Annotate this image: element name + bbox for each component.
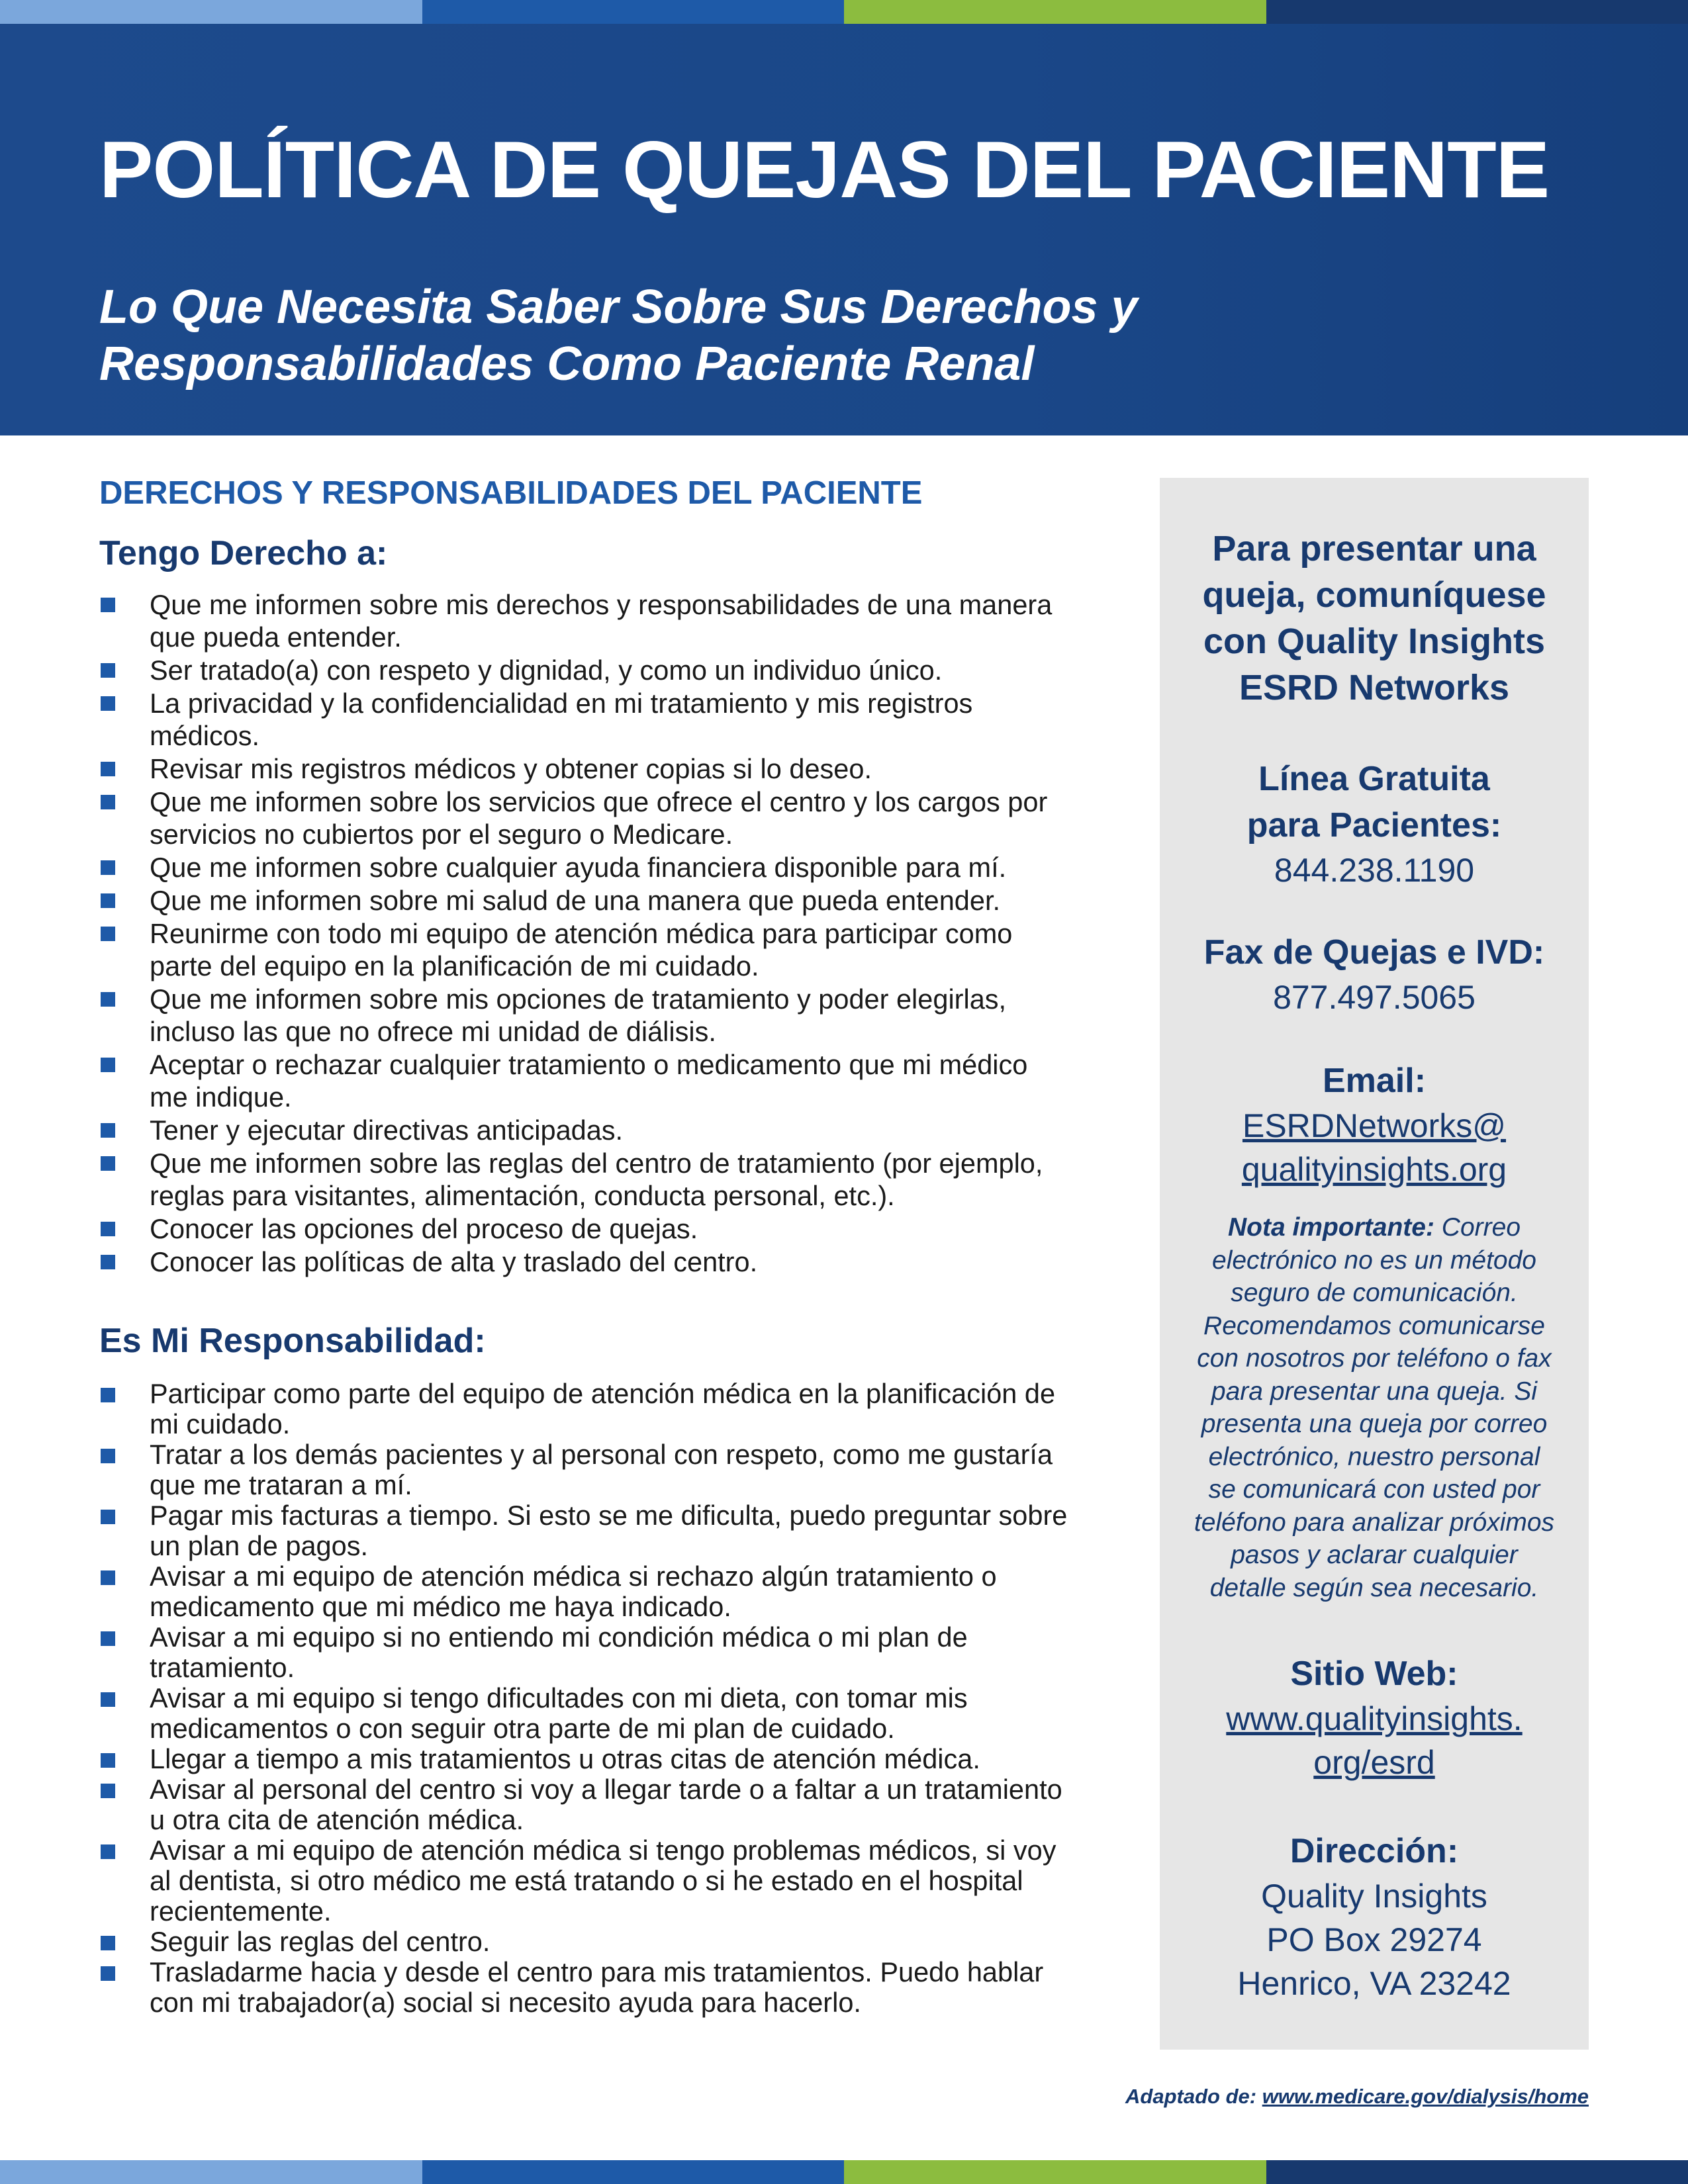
responsibilities-list (99, 1379, 1119, 2018)
list-item-line: Que me informen sobre mi salud de una manera que pueda entender. (150, 885, 1001, 916)
list-item-line: Reunirme con todo mi equipo de atención médica para participar como (150, 918, 1013, 949)
note-line: Recomendamos comunicarse (1203, 1311, 1545, 1340)
list-item (99, 917, 1119, 982)
list-item-line: mi cuidado. (150, 1408, 291, 1439)
email-block (1160, 1058, 1589, 1191)
note-line: detalle según sea necesario. (1209, 1573, 1539, 1602)
list-item (99, 1744, 1119, 1774)
square-bullet-icon (101, 1753, 115, 1768)
phone-number: 844.238.1190 (1274, 852, 1475, 889)
website-link[interactable]: www.qualityinsights. (1226, 1700, 1523, 1737)
contact-intro-line: Para presentar una (1212, 529, 1536, 569)
list-item (99, 983, 1119, 1048)
note-text: Correo (1434, 1213, 1521, 1242)
list-item-line: Conocer las políticas de alta y traslado del centro. (150, 1246, 758, 1277)
square-bullet-icon (101, 1255, 115, 1269)
list-item-line: Trasladarme hacia y desde el centro para mis tratamientos. Puedo hablar (150, 1956, 1044, 1987)
note-line: se comunicará con usted por (1208, 1475, 1540, 1504)
list-item (99, 1147, 1119, 1212)
list-item (99, 1379, 1119, 1439)
note-line: electrónico, nuestro personal (1208, 1442, 1540, 1471)
square-bullet-icon (101, 1510, 115, 1524)
list-item (99, 1500, 1119, 1561)
square-bullet-icon (101, 1631, 115, 1646)
responsibilities-heading: Es Mi Responsabilidad: (99, 1322, 486, 1360)
list-item-line: que pueda entender. (150, 621, 402, 653)
stripe-segment-blue (422, 2160, 845, 2184)
list-item-line: Avisar a mi equipo si tengo dificultades con mi dieta, con tomar mis (150, 1682, 968, 1713)
stripe-segment-navy (1266, 2160, 1688, 2184)
stripe-segment-green (844, 0, 1266, 24)
list-item-line: reglas para visitantes, alimentación, conducta personal, etc.). (150, 1180, 895, 1211)
rights-responsibilities-column (99, 473, 1119, 2018)
square-bullet-icon (101, 1156, 115, 1171)
stripe-segment-green (844, 2160, 1266, 2184)
square-bullet-icon (101, 1966, 115, 1981)
list-item (99, 1048, 1119, 1113)
list-item (99, 752, 1119, 785)
list-item-line: Tener y ejecutar directivas anticipadas. (150, 1115, 624, 1146)
list-item-line: Avisar a mi equipo de atención médica si tengo problemas médicos, si voy (150, 1835, 1056, 1866)
note-line: presenta una queja por correo (1201, 1410, 1548, 1438)
list-item (99, 786, 1119, 850)
list-item (99, 1561, 1119, 1622)
list-item-line: Avisar al personal del centro si voy a llegar tarde o a faltar a un tratamiento (150, 1774, 1062, 1805)
top-color-stripe (0, 0, 1688, 24)
list-item-line: Llegar a tiempo a mis tratamientos u otras citas de atención médica. (150, 1743, 980, 1774)
list-item-line: Avisar a mi equipo de atención médica si rechazo algún tratamiento o (150, 1561, 997, 1592)
list-item-line: Pagar mis facturas a tiempo. Si esto se me dificulta, puedo preguntar sobre (150, 1500, 1068, 1531)
list-item-line: Que me informen sobre las reglas del centro de tratamiento (por ejemplo, (150, 1148, 1043, 1179)
note-line: para presentar una queja. Si (1211, 1377, 1538, 1406)
rights-list (99, 588, 1119, 1278)
website-label: Sitio Web: (1290, 1655, 1458, 1693)
list-item (99, 1114, 1119, 1146)
contact-intro-line: ESRD Networks (1239, 668, 1510, 707)
square-bullet-icon (101, 1222, 115, 1236)
square-bullet-icon (101, 1570, 115, 1585)
phone-label: para Pacientes: (1246, 806, 1502, 844)
list-item-line: medicamentos o con seguir otra parte de mi plan de cuidado. (150, 1713, 895, 1744)
email-link[interactable]: qualityinsights.org (1241, 1151, 1507, 1188)
square-bullet-icon (101, 1784, 115, 1798)
square-bullet-icon (101, 1936, 115, 1950)
contact-intro (1160, 525, 1589, 711)
list-item-line: Avisar a mi equipo si no entiendo mi condición médica o mi plan de (150, 1621, 968, 1653)
list-item-line: servicios no cubiertos por el seguro o Medicare. (150, 819, 733, 850)
credit-link[interactable]: www.medicare.gov/dialysis/home (1262, 2085, 1589, 2108)
square-bullet-icon (101, 1058, 115, 1072)
list-item (99, 687, 1119, 752)
note-line: electrónico no es un método (1212, 1246, 1536, 1275)
square-bullet-icon (101, 762, 115, 776)
list-item-line: Revisar mis registros médicos y obtener copias si lo deseo. (150, 753, 872, 784)
fax-block (1160, 929, 1589, 1019)
stripe-segment-navy (1266, 0, 1688, 24)
list-item-line: Aceptar o rechazar cualquier tratamiento o medicamento que mi médico (150, 1049, 1028, 1080)
list-item (99, 1774, 1119, 1835)
note-lead: Nota importante: (1227, 1213, 1434, 1242)
list-item (99, 1212, 1119, 1245)
list-item-line: con mi trabajador(a) social si necesito ayuda para hacerlo. (150, 1987, 861, 2018)
square-bullet-icon (101, 795, 115, 809)
email-label: Email: (1322, 1062, 1427, 1100)
email-link[interactable]: ESRDNetworks@ (1242, 1107, 1507, 1144)
list-item-line: Participar como parte del equipo de atención médica en la planificación de (150, 1378, 1056, 1409)
list-item-line: La privacidad y la confidencialidad en mi tratamiento y mis registros (150, 688, 973, 719)
list-item-line: Conocer las opciones del proceso de quejas. (150, 1213, 698, 1244)
list-item-line: Seguir las reglas del centro. (150, 1926, 491, 1957)
list-item (99, 654, 1119, 686)
address-label: Dirección: (1289, 1832, 1459, 1870)
list-item (99, 1683, 1119, 1744)
credit-label: Adaptado de: (1125, 2085, 1262, 2108)
footer-credit (1125, 2085, 1589, 2109)
phone-label: Línea Gratuita (1258, 760, 1490, 798)
contact-intro-line: con Quality Insights (1203, 621, 1546, 661)
square-bullet-icon (101, 663, 115, 678)
list-item-line: me indique. (150, 1081, 292, 1113)
contact-sidebar (1160, 478, 1589, 2050)
stripe-segment-light-blue (0, 2160, 422, 2184)
website-block (1160, 1651, 1589, 1784)
list-item (99, 884, 1119, 917)
website-link[interactable]: org/esrd (1313, 1744, 1435, 1781)
square-bullet-icon (101, 696, 115, 711)
square-bullet-icon (101, 992, 115, 1007)
fax-label: Fax de Quejas e IVD: (1203, 933, 1545, 972)
square-bullet-icon (101, 598, 115, 612)
list-item-line: Que me informen sobre los servicios que ofrece el centro y los cargos por (150, 786, 1048, 817)
list-item-line: tratamiento. (150, 1652, 295, 1683)
list-item-line: al dentista, si otro médico me está tratando o si he estado en el hospital (150, 1865, 1023, 1896)
square-bullet-icon (101, 860, 115, 875)
page-title: POLÍTICA DE QUEJAS DEL PACIENTE (99, 124, 1550, 214)
note-line (1180, 1211, 1569, 1244)
important-note (1160, 1211, 1589, 1604)
stripe-segment-light-blue (0, 0, 422, 24)
list-item (99, 1622, 1119, 1683)
list-item-line: parte del equipo en la planificación de mi cuidado. (150, 950, 759, 981)
list-item (99, 1957, 1119, 2018)
square-bullet-icon (101, 927, 115, 941)
note-line: con nosotros por teléfono o fax (1197, 1344, 1552, 1373)
address-line: PO Box 29274 (1266, 1921, 1482, 1958)
subtitle-line: Responsabilidades Como Paciente Renal (99, 338, 1035, 390)
list-item-line: Ser tratado(a) con respeto y dignidad, y como un individuo único. (150, 655, 943, 686)
note-line: teléfono para analizar próximos (1194, 1508, 1555, 1537)
list-item-line: u otra cita de atención médica. (150, 1804, 524, 1835)
list-item-line: un plan de pagos. (150, 1530, 368, 1561)
list-item-line: Que me informen sobre mis opciones de tratamiento y poder elegirlas, (150, 983, 1007, 1015)
address-line: Quality Insights (1261, 1878, 1487, 1915)
list-item (99, 851, 1119, 884)
list-item (99, 1835, 1119, 1927)
list-item-line: recientemente. (150, 1895, 332, 1927)
fax-number: 877.497.5065 (1273, 979, 1476, 1016)
contact-intro-line: queja, comuníquese (1202, 575, 1546, 615)
list-item-line: medicamento que mi médico me haya indicado. (150, 1591, 731, 1622)
address-block (1160, 1828, 1589, 2005)
list-item-line: Que me informen sobre mis derechos y responsabilidades de una manera (150, 589, 1053, 620)
subtitle-line: Lo Que Necesita Saber Sobre Sus Derechos y (99, 281, 1138, 334)
square-bullet-icon (101, 1388, 115, 1402)
note-line: pasos y aclarar cualquier (1231, 1541, 1518, 1569)
list-item (99, 588, 1119, 653)
square-bullet-icon (101, 1844, 115, 1859)
square-bullet-icon (101, 893, 115, 908)
list-item (99, 1927, 1119, 1957)
rights-heading: Tengo Derecho a: (99, 534, 388, 572)
note-line: seguro de comunicación. (1231, 1279, 1518, 1307)
list-item-line: Tratar a los demás pacientes y al personal con respeto, como me gustaría (150, 1439, 1053, 1470)
square-bullet-icon (101, 1449, 115, 1463)
list-item (99, 1439, 1119, 1500)
list-item-line: que me trataran a mí. (150, 1469, 412, 1500)
list-item-line: médicos. (150, 720, 260, 751)
list-item-line: Que me informen sobre cualquier ayuda financiera disponible para mí. (150, 852, 1007, 883)
page-subtitle (99, 279, 1138, 392)
address-line: Henrico, VA 23242 (1237, 1965, 1511, 2002)
section-heading: DERECHOS Y RESPONSABILIDADES DEL PACIENTE (99, 475, 923, 511)
bottom-color-stripe (0, 2160, 1688, 2184)
header-banner (0, 24, 1688, 435)
phone-block (1160, 756, 1589, 892)
list-item-line: incluso las que no ofrece mi unidad de diálisis. (150, 1016, 716, 1047)
square-bullet-icon (101, 1692, 115, 1707)
stripe-segment-blue (422, 0, 845, 24)
square-bullet-icon (101, 1123, 115, 1138)
list-item (99, 1246, 1119, 1278)
